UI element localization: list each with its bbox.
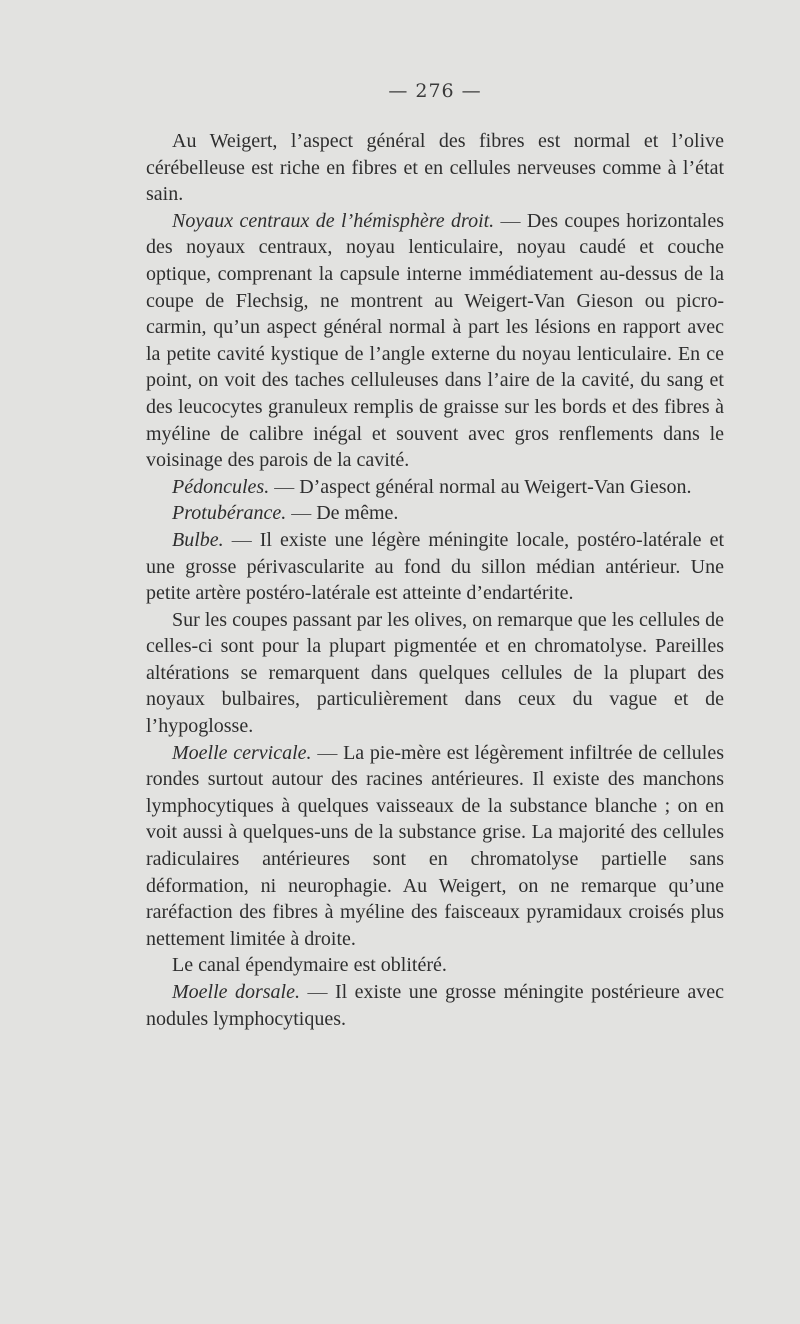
paragraph — [146, 500, 724, 527]
section-title: Pédoncules. — [172, 475, 270, 498]
em-dash: — — [317, 741, 338, 764]
em-dash: — — [307, 981, 328, 1003]
paragraph-text: La pie-mère est légèrement infiltrée de cellules rondes surtout autour des racines antérieures. Il existe des manchons lymphocytiques à quelques vaisseaux de la substance blanche ; on en voit aussi à quelques-uns de la substance grise. La majorité des cellules radiculaires antérieures sont en chromatolyse partielle sans déformation, ni neurophagie. Au Weigert, on ne remarque qu’une raréfaction des fibres à myéline des faisceaux pyramidaux croisés plus nettement limitée à droite. — [146, 741, 725, 950]
em-dash: — — [231, 528, 252, 551]
page-number: — 276 — — [388, 80, 482, 102]
paragraph-text: Des coupes horizontales des noyaux centraux, noyau lenticulaire, noyau caudé et couche optique, comprenant la capsule interne immédiatement au-dessus de la coupe de Flechsig, ne montrent au Weigert-Van Gieson ou picro-carmin, qu’un aspect général normal à part les lésions en rapport avec la petite cavité kystique de l’angle externe du noyau lenticulaire. En ce point, on voit des taches celluleuses dans l’aire de la cavité, du sang et des leucocytes granuleux remplis de graisse sur les bords et des fibres à myéline de calibre inégal et souvent avec gros renflements dans le voisinage des parois de la cavité. — [146, 209, 724, 472]
section-title: Protubérance. — [172, 502, 287, 525]
paragraph — [146, 128, 724, 208]
paragraph — [146, 979, 724, 1032]
section-title: Bulbe. — [172, 528, 224, 551]
paragraph-text: D’aspect général normal au Weigert-Van Gieson. — [299, 475, 692, 498]
paragraph-text: Il existe une grosse méningite postérieure avec nodules lymphocytiques. — [146, 981, 725, 1030]
paragraph-text: Le canal épendymaire est oblitéré. — [172, 954, 447, 977]
paragraph — [146, 952, 724, 979]
paragraph — [146, 208, 724, 474]
paragraph — [146, 527, 724, 607]
paragraph — [146, 474, 724, 501]
paragraph — [146, 607, 724, 740]
body-text — [146, 128, 724, 1032]
section-title: Noyaux centraux de l’hémisphère droit. — [172, 209, 495, 232]
em-dash: — — [291, 502, 312, 525]
paragraph — [146, 740, 724, 953]
section-title: Moelle cervicale. — [172, 741, 312, 764]
section-title: Moelle dorsale. — [172, 981, 300, 1003]
paragraph-text: Sur les coupes passant par les olives, on remarque que les cellules de celles-ci sont pour la plupart pigmentée et en chromatolyse. Pareilles altérations se remarquent dans quelques cellules de la plupart des noyaux bulbaires, particulièrement dans ceux du vague et de l’hypoglosse. — [146, 608, 724, 738]
paragraph-text: De même. — [316, 502, 399, 525]
paragraph-text: Il existe une légère méningite locale, postéro-latérale et une grosse périvascularite au fond du sillon médian antérieur. Une petite artère postéro-latérale est atteinte d’endartérite. — [146, 528, 725, 605]
em-dash: — — [274, 475, 295, 498]
em-dash: — — [500, 209, 521, 232]
paragraph-text: Au Weigert, l’aspect général des fibres est normal et l’olive cérébelleuse est riche en fibres et en cellules nerveuses comme à l’état sain. — [146, 130, 724, 206]
